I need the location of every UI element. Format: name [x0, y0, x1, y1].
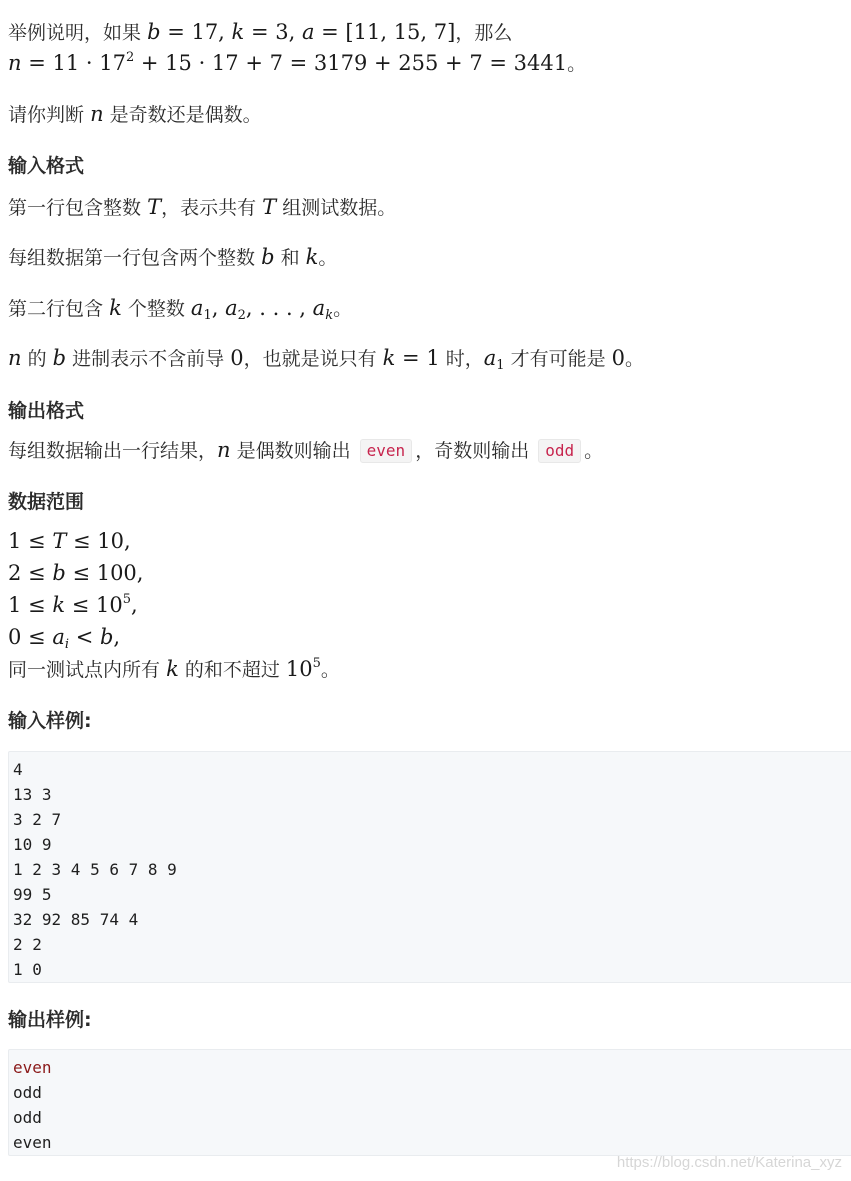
input-format-p2 — [8, 243, 337, 272]
exponent: 2 — [125, 50, 135, 65]
question-prefix: 请你判断 — [8, 104, 85, 126]
subscript-1: 1 — [496, 358, 505, 373]
math-b: b = 17, k = 3, a = [11, 15, 7] — [147, 20, 456, 44]
exponent: 5 — [312, 656, 321, 671]
var-b: b — [52, 346, 67, 370]
var-b: b — [261, 245, 275, 269]
sample-input-codeblock — [8, 751, 851, 983]
code-line: 10 9 — [13, 835, 52, 854]
sample-output-heading: 输出样例: — [8, 1009, 92, 1031]
text: 。 — [625, 348, 645, 370]
text: 。 — [584, 440, 604, 462]
text: 个整数 — [127, 298, 185, 320]
base: 10 — [285, 657, 313, 681]
input-format-p1 — [8, 193, 396, 222]
intro-line-2 — [8, 49, 586, 78]
code-line: 1 0 — [13, 960, 42, 979]
code-line: 32 92 85 74 4 — [13, 910, 139, 929]
output-format-p — [8, 436, 603, 465]
text: 时， — [445, 348, 484, 370]
code-line: even — [13, 1058, 52, 1077]
var-k: k — [166, 657, 179, 681]
range-line-1 — [8, 527, 131, 556]
range-k: $1 \le k \le 10^5$, — [8, 592, 138, 617]
input-format-heading: 输入格式 — [8, 155, 85, 177]
sample-output-codeblock — [8, 1049, 851, 1156]
code-line: 13 3 — [13, 785, 52, 804]
range-b: 2 ≤ b ≤ 100, — [8, 561, 144, 585]
sample-input-heading: 输入样例: — [8, 710, 92, 732]
code-line: odd — [13, 1108, 42, 1127]
formula-n: $n = 11 \cdot 17^2 + 15 \cdot 17 + 7 = 3179 + 255 + 7 = 3441$ — [8, 50, 568, 75]
text: ，也就是说只有 — [243, 348, 377, 370]
range-line-2 — [8, 559, 143, 588]
code-line: 99 5 — [13, 885, 52, 904]
subscript-i: i — [64, 637, 70, 652]
math-k-eq-1: k = 1 — [382, 346, 440, 370]
inline-code-odd: odd — [538, 439, 581, 463]
var-n: n — [90, 102, 104, 126]
var-T: T — [262, 195, 277, 219]
intro-text: 举例说明，如果 — [8, 22, 142, 44]
var-n: n — [217, 438, 231, 462]
text: 才有可能是 — [510, 348, 606, 370]
var-k: k — [305, 245, 319, 269]
input-format-p3 — [8, 294, 352, 323]
text: 同一测试点内所有 — [8, 659, 161, 681]
zero: 0 — [611, 346, 626, 370]
intro-line-1 — [8, 18, 512, 47]
intro-suffix: ，那么 — [455, 22, 513, 44]
text: ，奇数则输出 — [415, 440, 530, 462]
output-format-heading: 输出格式 — [8, 400, 85, 422]
code-line: 3 2 7 — [13, 810, 62, 829]
range-a: $0 \le a_i < b$, — [8, 625, 121, 652]
limit-10-5 — [286, 657, 321, 681]
code-line: odd — [13, 1083, 42, 1102]
text: 。 — [318, 247, 338, 269]
var-k: k — [109, 296, 122, 320]
text: 。 — [320, 659, 340, 681]
text: 每组数据输出一行结果， — [8, 440, 218, 462]
code-line: 4 — [13, 760, 23, 779]
text: 进制表示不含前导 — [72, 348, 225, 370]
code-line: 2 2 — [13, 935, 42, 954]
text: 组测试数据。 — [282, 197, 397, 219]
var-T: T — [147, 195, 162, 219]
watermark: https://blog.csdn.net/Katerina_xyz — [616, 1154, 842, 1171]
var-a: a — [483, 346, 497, 370]
text: 第一行包含整数 — [8, 197, 142, 219]
text: ，表示共有 — [161, 197, 257, 219]
exponent: 5 — [122, 592, 131, 607]
intro-line2-suffix: 。 — [567, 53, 587, 75]
text: 是偶数则输出 — [236, 440, 351, 462]
comma: , — [131, 593, 138, 617]
text: 和 — [280, 247, 300, 269]
range-line-3 — [8, 591, 138, 620]
text: 。 — [333, 298, 353, 320]
code-line: even — [13, 1133, 52, 1152]
var-n: n — [8, 346, 22, 370]
sequence-a: $a_1$, $a_2$, . . . , $a_k$ — [190, 296, 334, 323]
question — [8, 100, 262, 129]
code-line: 1 2 3 4 5 6 7 8 9 — [13, 860, 177, 879]
input-format-p4 — [8, 344, 644, 373]
question-suffix: 是奇数还是偶数。 — [109, 104, 262, 126]
range-T: 1 ≤ T ≤ 10, — [8, 529, 131, 553]
data-range-heading: 数据范围 — [8, 491, 85, 513]
text: 第二行包含 — [8, 298, 104, 320]
zero: 0 — [230, 346, 244, 370]
text: 的 — [27, 348, 47, 370]
subscript-k: k — [325, 308, 334, 323]
range-line-4 — [8, 623, 120, 652]
text: 的和不超过 — [184, 659, 280, 681]
text: 每组数据第一行包含两个整数 — [8, 247, 256, 269]
range-line-5 — [8, 655, 340, 684]
inline-code-even: even — [360, 439, 413, 463]
